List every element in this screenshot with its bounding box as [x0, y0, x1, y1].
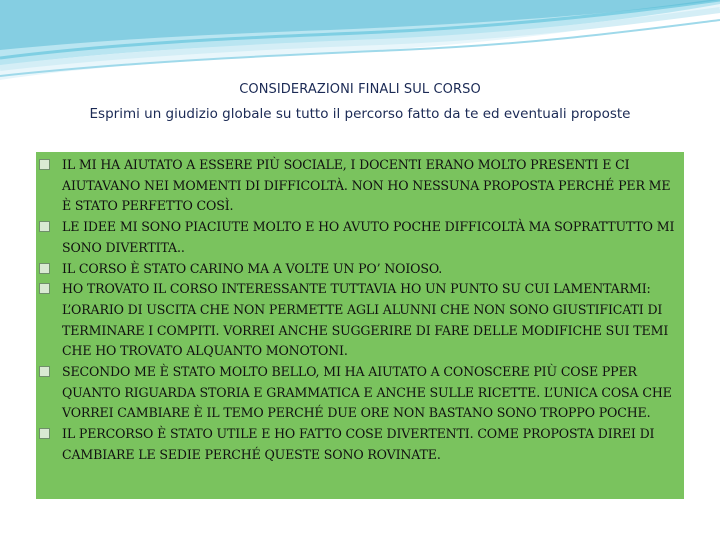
answer-text: SECONDO ME È STATO MOLTO BELLO, MI HA AIUTATO A CONOSCERE PIÙ COSE PPER QUANTO RIGUARDA STORIA E GRAMMATICA E ANCHE SULLE RICETTE. L’UNICA COSA CHE VORREI CAMBIARE È IL TEMO PERCHÉ DUE ORE NON BASTANO SONO TROPPO POCHE. [62, 364, 672, 421]
answer-item [39, 155, 676, 217]
slide-title: CONSIDERAZIONI FINALI SUL CORSO [239, 82, 481, 97]
square-bullet-icon [39, 221, 50, 232]
square-bullet-icon [39, 263, 50, 274]
answer-item [39, 424, 676, 465]
answer-item [39, 279, 676, 362]
answer-text: HO TROVATO IL CORSO INTERESSANTE TUTTAVIA HO UN PUNTO SU CUI LAMENTARMI: L’ORARIO DI USCITA CHE NON PERMETTE AGLI ALUNNI CHE NON SONO GIUSTIFICATI DI TERMINARE I COMPITI. VORREI ANCHE SUGGERIRE DI FARE DELLE MODIFICHE SUI TEMI CHE HO TROVATO ALQUANTO MONOTONI. [62, 281, 669, 359]
answer-item [39, 259, 676, 280]
square-bullet-icon [39, 283, 50, 294]
answer-item [39, 362, 676, 424]
square-bullet-icon [39, 428, 50, 439]
answers-box [36, 152, 684, 499]
square-bullet-icon [39, 159, 50, 170]
square-bullet-icon [39, 366, 50, 377]
answer-text: LE IDEE MI SONO PIACIUTE MOLTO E HO AVUTO POCHE DIFFICOLTÀ MA SOPRATTUTTO MI SONO DIVERTITA.. [62, 219, 675, 255]
decorative-wave-header [0, 0, 720, 90]
slide-title-block [0, 80, 720, 126]
answer-text: IL MI HA AIUTATO A ESSERE PIÙ SOCIALE, I DOCENTI ERANO MOLTO PRESENTI E CI AIUTAVANO NEI MOMENTI DI DIFFICOLTÀ. NON HO NESSUNA PROPOSTA PERCHÉ PER ME È STATO PERFETTO COSÌ. [62, 157, 671, 214]
answer-item [39, 217, 676, 258]
answer-text: IL PERCORSO È STATO UTILE E HO FATTO COSE DIVERTENTI. COME PROPOSTA DIREI DI CAMBIARE LE SEDIE PERCHÉ QUESTE SONO ROVINATE. [62, 426, 655, 462]
answer-text: IL CORSO È STATO CARINO MA A VOLTE UN PO’ NOIOSO. [62, 260, 443, 276]
slide-subtitle: Esprimi un giudizio globale su tutto il percorso fatto da te ed eventuali proposte [89, 106, 631, 122]
